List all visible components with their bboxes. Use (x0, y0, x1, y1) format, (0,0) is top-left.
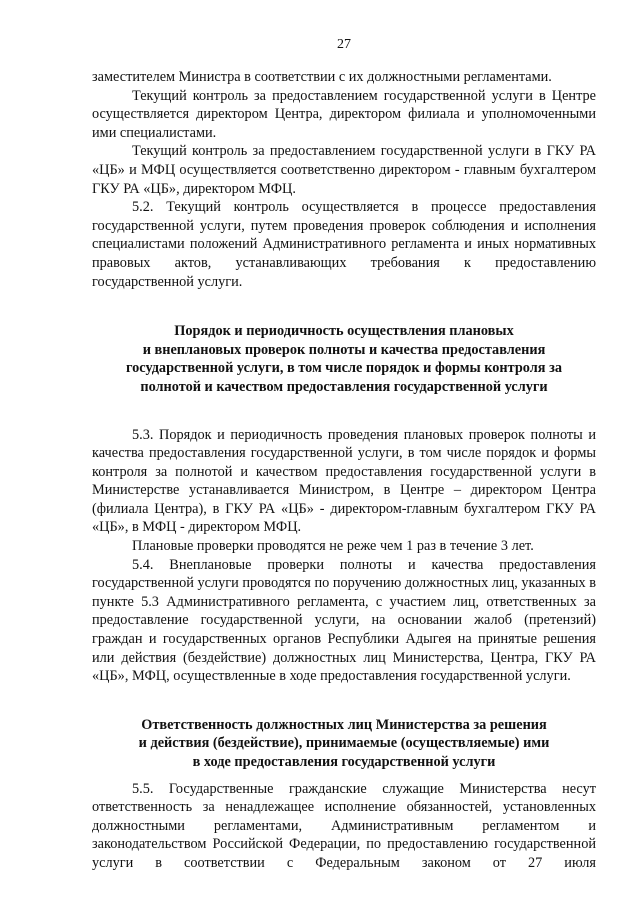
heading-line: в ходе предоставления государственной услуги (192, 754, 496, 770)
paragraph-continuation: заместителем Министра в соответствии с их должностными регламентами. (92, 69, 552, 85)
heading-line: и внеплановых проверок полноты и качества предоставления (142, 341, 546, 358)
section-heading-inspections (92, 322, 596, 396)
paragraph-gku-mfc-control: Текущий контроль за предоставлением государственной услуги в ГКУ РА «ЦБ» и МФЦ осуществляется соответственно директором - главным бухгалтером ГКУ РА «ЦБ», директором МФЦ. (92, 143, 596, 197)
paragraph-5-3: 5.3. Порядок и периодичность проведения плановых проверок полноты и качества предоставления государственной услуги, в том числе порядок и формы контроля за полнотой и качеством предоставления государственной услуги в Министерстве устанавливается Министром, в Центре – директором Центра (филиала Центра), в ГКУ РА «ЦБ» - директором-главным бухгалтером ГКУ РА «ЦБ», в МФЦ - директором МФЦ. (92, 426, 596, 536)
paragraph-planned-inspections: Плановые проверки проводятся не реже чем 1 раз в течение 3 лет. (132, 538, 534, 555)
heading-line: полнотой и качеством предоставления государственной услуги (140, 378, 548, 395)
paragraph-5-4: 5.4. Внеплановые проверки полноты и качества предоставления государственной услуги проводятся по поручению должностных лиц, указанных в пункте 5.3 Административного регламента, с участием лиц, ответственных за предоставление государственной услуги, на основании жалоб (претензий) граждан и государственных органов Республики Адыгея на принятые решения или действия (бездействие) должностных лиц Министерства, Центра, ГКУ РА «ЦБ», МФЦ, осуществленные в ходе предоставления государственной услуги. (92, 556, 596, 685)
heading-line: и действия (бездействие), принимаемые (осуществляемые) ими (138, 735, 550, 752)
heading-line: государственной услуги, в том числе порядок и формы контроля за (126, 360, 562, 377)
section-heading-responsibility (92, 716, 596, 772)
page-number: 27 (337, 37, 351, 52)
paragraph-center-control: Текущий контроль за предоставлением государственной услуги в Центре осуществляется директором Центра, директором филиала и уполномоченными ими специалистами. (92, 87, 596, 141)
paragraph-5-2: 5.2. Текущий контроль осуществляется в процессе предоставления государственной услуги, путем проведения проверок соблюдения и исполнения специалистами положений Административного регламента и иных нормативных правовых актов, устанавливающих требования к предоставлению государственной услуги. (92, 199, 596, 290)
paragraph-5-5: 5.5. Государственные гражданские служащие Министерства несут ответственность за ненадлежащее исполнение обязанностей, установленных должностными регламентами, Административным регламентом и законодательством Российской Федерации, по предоставлению государственной услуги в соответствии с Федеральным законом от 27 июля (92, 780, 596, 871)
heading-line: Порядок и периодичность осуществления плановых (174, 323, 514, 340)
heading-line: Ответственность должностных лиц Министерства за решения (141, 716, 547, 733)
